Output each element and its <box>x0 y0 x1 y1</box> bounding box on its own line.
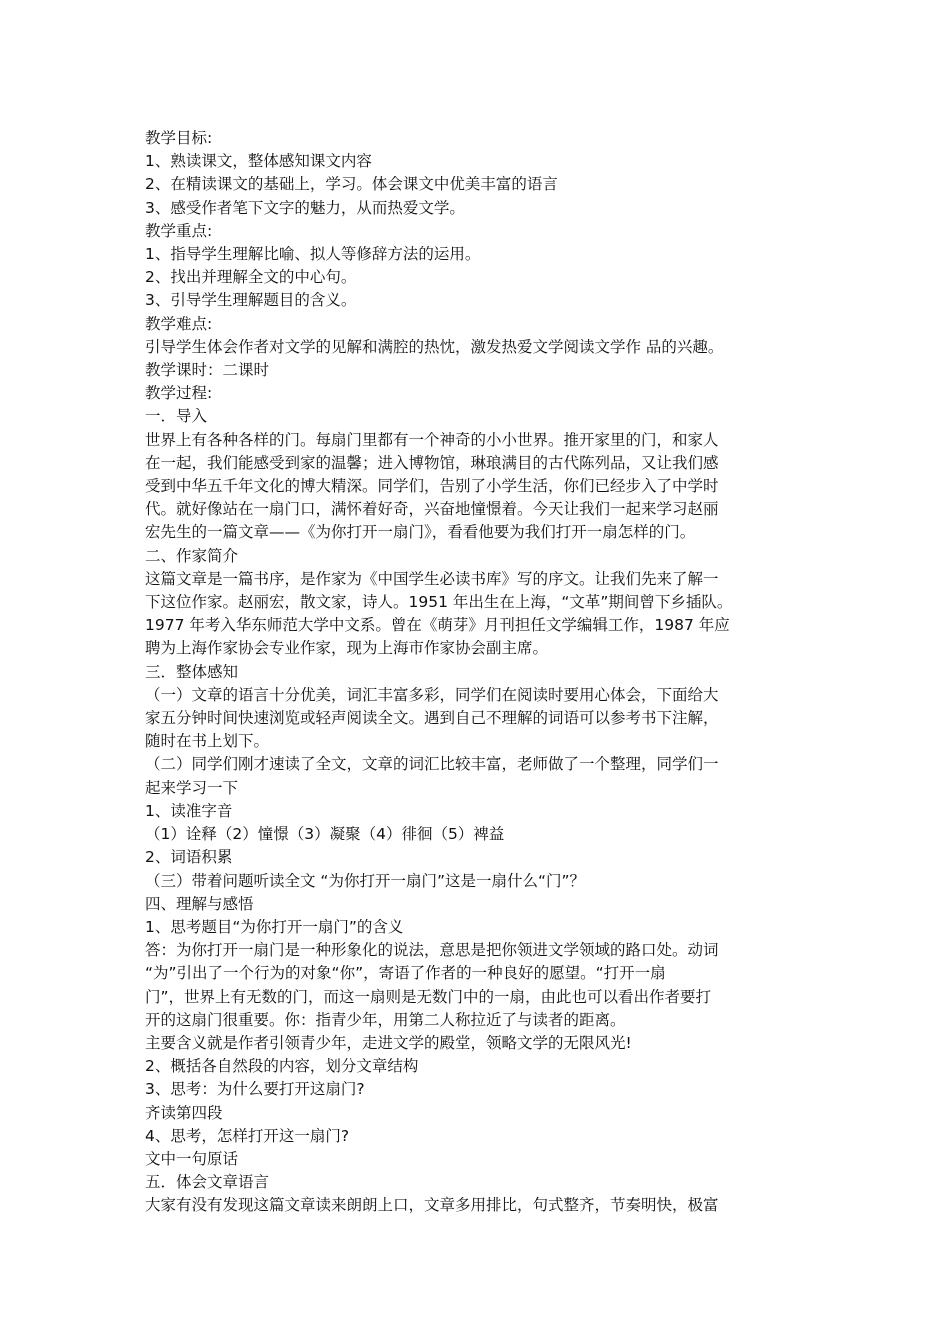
answer-line: “为”引出了一个行为的对象“你”，寄语了作者的一种良好的愿望。“打开一扇 <box>145 964 666 983</box>
vocabulary-list: （1）诠释（2）憧憬（3）凝聚（4）徘徊（5）裨益 <box>145 825 505 844</box>
goal-item: 2、在精读课文的基础上，学习。体会课文中优美丰富的语言 <box>145 175 558 194</box>
heading-process: 教学过程: <box>145 384 213 403</box>
paragraph-line: 随时在书上划下。 <box>145 732 270 751</box>
goal-item: 3、感受作者笔下文字的魅力，从而热爱文学。 <box>145 198 465 217</box>
heading-difficulties: 教学难点: <box>145 314 213 333</box>
key-point-item: 3、引导学生理解题目的含义。 <box>145 291 357 310</box>
subheading-vocabulary: 2、词语积累 <box>145 848 233 867</box>
section-author-intro: 二、作家简介 <box>145 546 239 565</box>
question-line: 4、思考，怎样打开这一扇门? <box>145 1126 350 1145</box>
paragraph-line: 代。就好像站在一扇门口，满怀着好奇，兴奋地憧憬着。今天让我们一起来学习赵丽 <box>145 500 719 519</box>
instruction-line: 文中一句原话 <box>145 1149 239 1168</box>
answer-line: 门”，世界上有无数的门，而这一扇则是无数门中的一扇，由此也可以看出作者要打 <box>145 987 712 1006</box>
document-body <box>145 127 825 1218</box>
paragraph-line: 起来学习一下 <box>145 778 239 797</box>
answer-line: 答：为你打开一扇门是一种形象化的说法，意思是把你领进文学领域的路口处。动词 <box>145 941 719 960</box>
paragraph-line: 在一起，我们能感受到家的温馨；进入博物馆，琳琅满目的古代陈列品，又让我们感 <box>145 453 719 472</box>
paragraph-line: 1977 年考入华东师范大学中文系。曾在《萌芽》月刊担任文学编辑工作，1987 年应 <box>145 616 730 635</box>
paragraph-line: （一）文章的语言十分优美，词汇丰富多彩，同学们在阅读时要用心体会，下面给大 <box>145 685 719 704</box>
class-hours: 教学课时：二课时 <box>145 361 270 380</box>
section-understanding: 四、理解与感悟 <box>145 894 254 913</box>
section-language: 五．体会文章语言 <box>145 1173 270 1192</box>
goal-item: 1、熟读课文，整体感知课文内容 <box>145 152 372 171</box>
answer-line: 开的这扇门很重要。你：指青少年，用第二人称拉近了与读者的距离。 <box>145 1010 626 1029</box>
paragraph-line: 宏先生的一篇文章——《为你打开一扇门》，看看他要为我们打开一扇怎样的门。 <box>145 523 696 542</box>
heading-teaching-goals: 教学目标: <box>145 129 213 147</box>
paragraph-line: 下这位作家。赵丽宏，散文家，诗人。1951 年出生在上海，“文革”期间曾下乡插队。 <box>145 593 733 612</box>
paragraph-line: 这篇文章是一篇书序，是作家为《中国学生必读书库》写的序文。让我们先来了解一 <box>145 569 719 588</box>
paragraph-line: 大家有没有发现这篇文章读来朗朗上口，文章多用排比，句式整齐，节奏明快，极富 <box>145 1196 719 1215</box>
key-point-item: 1、指导学生理解比喻、拟人等修辞方法的运用。 <box>145 245 481 264</box>
subheading-pronunciation: 1、读准字音 <box>145 801 233 820</box>
difficulty-text: 引导学生体会作者对文学的见解和满腔的热忱，激发热爱文学阅读文学作 品的兴趣。 <box>145 337 724 356</box>
paragraph-line: 家五分钟时间快速浏览或轻声阅读全文。遇到自己不理解的词语可以参考书下注解， <box>145 709 719 728</box>
paragraph-line: 受到中华五千年文化的博大精深。同学们，告别了小学生活，你们已经步入了中学时 <box>145 477 719 496</box>
key-point-item: 2、找出并理解全文的中心句。 <box>145 268 357 287</box>
paragraph-line: （三）带着问题听读全文 “为你打开一扇门”这是一扇什么“门”？ <box>145 871 586 890</box>
heading-key-points: 教学重点: <box>145 221 213 240</box>
instruction-line: 齐读第四段 <box>145 1103 223 1122</box>
section-introduction: 一．导入 <box>145 407 208 426</box>
question-line: 2、概括各自然段的内容，划分文章结构 <box>145 1057 419 1076</box>
answer-line: 主要含义就是作者引领青少年，走进文学的殿堂，领略文学的无限风光! <box>145 1033 632 1052</box>
paragraph-line: （二）同学们刚才速读了全文，文章的词汇比较丰富，老师做了一个整理，同学们一 <box>145 755 719 774</box>
paragraph-line: 世界上有各种各样的门。每扇门里都有一个神奇的小小世界。推开家里的门，和家人 <box>145 430 719 449</box>
question-line: 1、思考题目“为你打开一扇门”的含义 <box>145 917 404 936</box>
section-overall-perception: 三．整体感知 <box>145 662 239 681</box>
paragraph-line: 聘为上海作家协会专业作家，现为上海市作家协会副主席。 <box>145 639 549 658</box>
question-line: 3、思考：为什么要打开这扇门? <box>145 1080 365 1099</box>
